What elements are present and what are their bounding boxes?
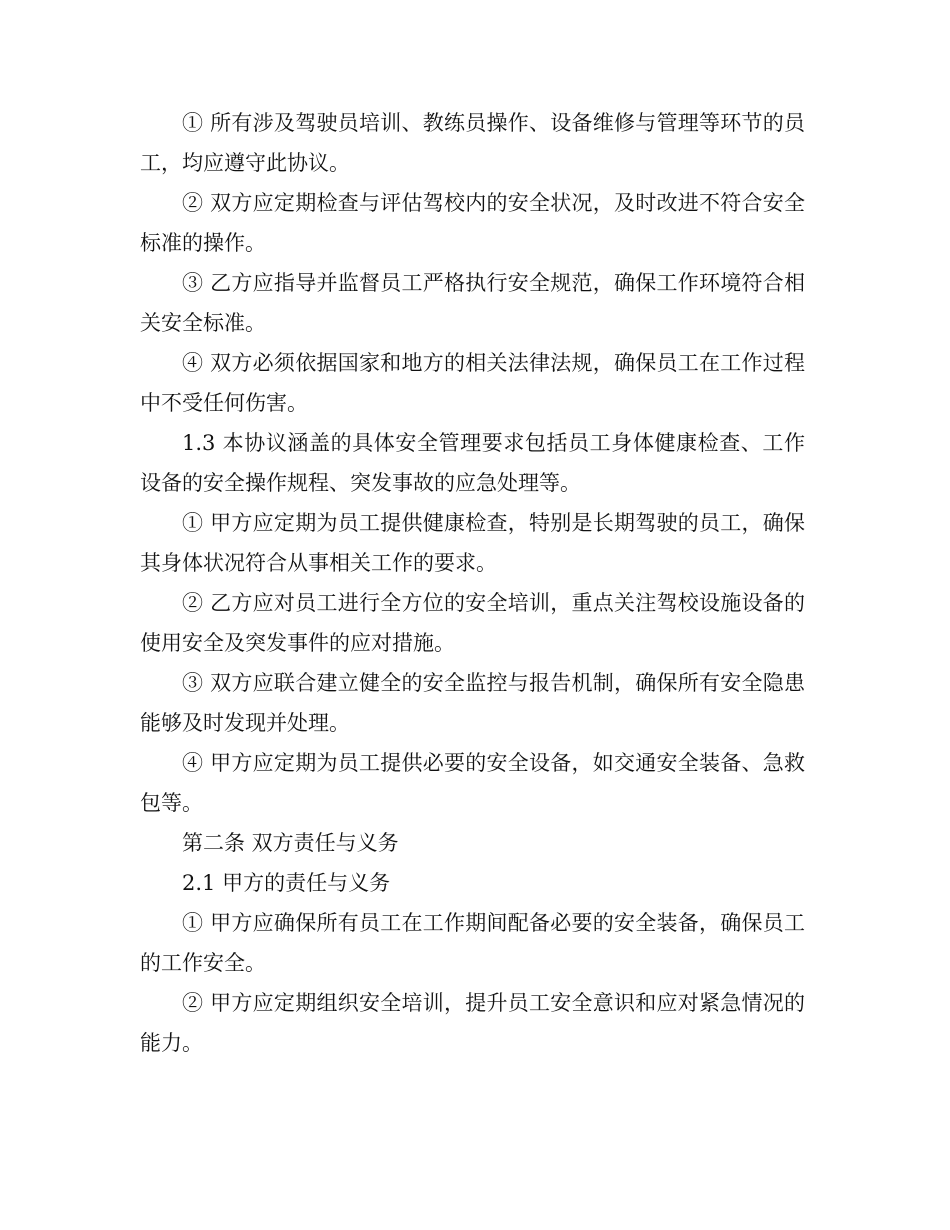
section-paragraph: 1.3 本协议涵盖的具体安全管理要求包括员工身体健康检查、工作设备的安全操作规程、突发事故的应急处理等。: [140, 431, 805, 495]
document-body: [140, 103, 805, 1063]
clause-paragraph: ④ 双方必须依据国家和地方的相关法律法规，确保员工在工作过程中不受任何伤害。: [140, 351, 805, 415]
clause-paragraph: ② 双方应定期检查与评估驾校内的安全状况，及时改进不符合安全标准的操作。: [140, 191, 805, 255]
article-heading: 第二条 双方责任与义务: [182, 831, 399, 855]
clause-paragraph: ③ 双方应联合建立健全的安全监控与报告机制，确保所有安全隐患能够及时发现并处理。: [140, 671, 805, 735]
clause-paragraph: ③ 乙方应指导并监督员工严格执行安全规范，确保工作环境符合相关安全标准。: [140, 271, 805, 335]
clause-paragraph: ④ 甲方应定期为员工提供必要的安全设备，如交通安全装备、急救包等。: [140, 751, 805, 815]
clause-paragraph: ① 甲方应确保所有员工在工作期间配备必要的安全装备，确保员工的工作安全。: [140, 911, 805, 975]
section-heading: 2.1 甲方的责任与义务: [182, 871, 391, 895]
clause-paragraph: ② 甲方应定期组织安全培训，提升员工安全意识和应对紧急情况的能力。: [140, 991, 805, 1055]
clause-paragraph: ① 所有涉及驾驶员培训、教练员操作、设备维修与管理等环节的员工，均应遵守此协议。: [140, 111, 805, 175]
clause-paragraph: ① 甲方应定期为员工提供健康检查，特别是长期驾驶的员工，确保其身体状况符合从事相关工作的要求。: [140, 511, 805, 575]
clause-paragraph: ② 乙方应对员工进行全方位的安全培训，重点关注驾校设施设备的使用安全及突发事件的应对措施。: [140, 591, 805, 655]
